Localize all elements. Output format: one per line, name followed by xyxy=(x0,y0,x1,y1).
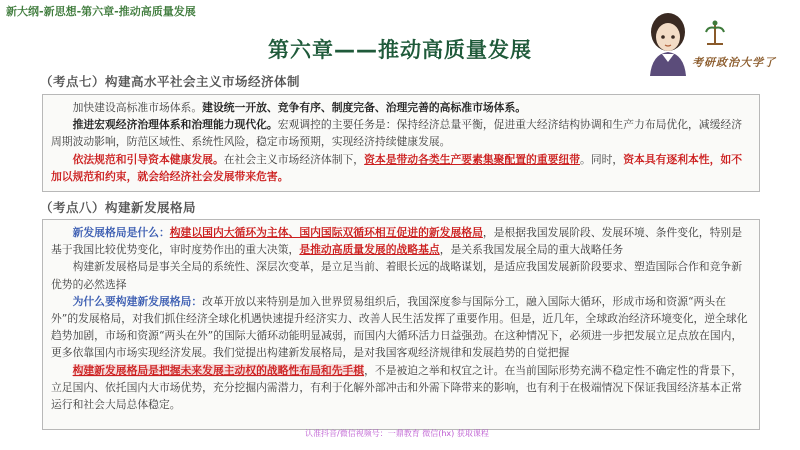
brand-logo xyxy=(634,8,794,76)
key-point: 建设统一开放、竞争有序、制度完备、治理完善的高标准市场体系。 xyxy=(202,101,527,114)
text: ，是根据我国发展阶段、发展环境、条件变化，特别是基于我国比较优势变化，审时度势作出的重大决策， xyxy=(51,226,742,257)
text: 宏观调控的主要任务是：保持经济总量平衡，促进重大经济结构协调和生产力布局优化，减缓经济周期波动影响，防范区域性、系统性风险，稳定市场预期，实现经济持续健康发展。 xyxy=(51,118,742,149)
brand-mark-icon xyxy=(700,18,730,48)
paragraph xyxy=(51,258,751,292)
section-7-panel xyxy=(42,94,760,192)
key-point-red: 资本具有逐利本性，如不加以规范和约束，就会给经济社会发展带来危害。 xyxy=(51,152,742,183)
label-blue: 新发展格局是什么： xyxy=(72,226,170,239)
section-8-panel xyxy=(42,219,760,430)
text: 改革开放以来特别是加入世界贸易组织后，我国深度参与国际分工，融入国际大循环，形成市场和资源“两头在外”的发展格局，对我们抓住经济全球化机遇快速提升经济实力、改善人民生活发挥了重要作用。但是，近几年，全球政治经济环境变化，逆全球化趋势加剧，市场和资源“两头在外”的国际大循环动能明显减弱，而国内大循环活力日益强劲。在这种情况下，必须进一步把发展立足点放在国内，更多依靠国内市场实现经济发展。我们觉提出构建新发展格局，是对我国客观经济规律和发展趋势的自觉把握 xyxy=(51,294,748,360)
page-title: 第六章——推动高质量发展 xyxy=(268,38,532,62)
label-blue: 为什么要构建新发展格局： xyxy=(72,294,203,308)
key-point-red: 依法规范和引导资本健康发展。 xyxy=(72,152,224,166)
paragraph xyxy=(51,99,751,116)
paragraph xyxy=(51,151,751,185)
section-heading-8: （考点八）构建新发展格局 xyxy=(40,200,197,215)
paragraph xyxy=(51,224,751,258)
key-point: 推进宏观经济治理体系和治理能力现代化。 xyxy=(72,118,278,132)
brand-text: 考研政治大学了 xyxy=(692,56,776,69)
paragraph xyxy=(51,362,751,414)
key-point-red: 是推动高质量发展的战略基点 xyxy=(299,243,440,257)
watermark: 认准抖音/微信视频号：一鼎教育 微信(hx) 获取课程 xyxy=(305,429,489,438)
key-point-red: 构建以国内大循环为主体、国内国际双循环相互促进的新发展格局 xyxy=(169,226,483,239)
paragraph xyxy=(51,293,751,362)
text: 构建新发展格局是事关全局的系统性、深层次变革，是立足当前、着眼长远的战略谋划，是适应我国发展新阶段要求、塑造国际合作和竞争新优势的必然选择 xyxy=(51,260,742,291)
text: 。同时， xyxy=(580,152,624,166)
text: 在社会主义市场经济体制下， xyxy=(223,152,365,166)
avatar-icon xyxy=(642,10,694,76)
text: ，不是被迫之举和权宜之计。在当前国际形势充满不稳定性不确定性的背景下，立足国内、依托国内大市场优势，充分挖掘内需潜力，有利于化解外部冲击和外需下降带来的影响，也有利于在极端情况下保证我国经济基本正常运行和社会大局总体稳定。 xyxy=(51,363,742,412)
key-point-red: 构建新发展格局是把握未来发展主动权的战略性布局和先手棋 xyxy=(72,363,365,377)
paragraph xyxy=(51,116,751,150)
breadcrumb: 新大纲-新思想-第六章-推动高质量发展 xyxy=(6,5,196,18)
text: ，是关系我国发展全局的重大战略任务 xyxy=(439,243,624,257)
section-heading-7: （考点七）构建高水平社会主义市场经济体制 xyxy=(40,74,301,89)
text: 加快建设高标准市场体系。 xyxy=(72,101,203,114)
key-point-red: 资本是带动各类生产要素集聚配置的重要纽带 xyxy=(364,152,581,166)
